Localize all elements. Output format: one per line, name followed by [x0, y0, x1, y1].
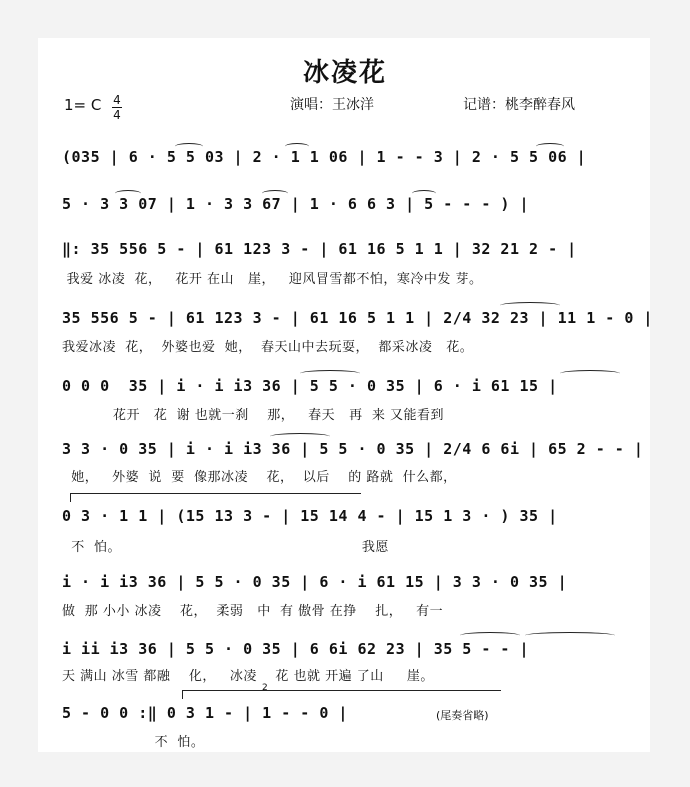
lyric-line-9: 天 满山 冰雪 都融 化， 冰凌 花 也就 开遍 了山 崖。 — [62, 669, 434, 684]
slur — [262, 190, 288, 197]
notation-line-6: 3 3 · 0 35 | i · i i3 36 | 5 5 · 0 35 | 2/4 6 6i | 65 2 - - | — [62, 440, 644, 458]
notation-line-1: (035 | 6 · 5 5 03 | 2 · 1 1 06 | 1 - - 3 | 2 · 5 5 06 | — [62, 148, 587, 166]
notation-line-2: 5 · 3 3 07 | 1 · 3 3 67 | 1 · 6 6 3 | 5 - - - ) | — [62, 195, 530, 213]
key-signature: 1= C — [64, 96, 102, 114]
volta-bracket-1 — [70, 493, 361, 502]
slur — [525, 632, 615, 639]
lyric-line-8: 做 那 小小 冰凌 花， 柔弱 中 有 傲骨 在挣 扎， 有一 — [62, 604, 444, 619]
transcriber-credit: 记谱：桃李醉春风 — [463, 97, 575, 113]
notation-line-4: 35 556 5 - | 61 123 3 - | 61 16 5 1 1 | 2/4 32 23 | 11 1 - 0 | — [62, 309, 653, 327]
outro-omitted-note: (尾奏省略) — [436, 709, 489, 722]
volta-bracket-2 — [182, 690, 501, 699]
lyric-line-4: 我爱冰凌 花， 外婆也爱 她， 春天山中去玩耍， 都采冰凌 花。 — [62, 340, 474, 355]
notation-line-7: 0 3 · 1 1 | (15 13 3 - | 15 14 4 - | 15 1 3 · ) 35 | — [62, 507, 558, 525]
song-title: 冰凌花 — [302, 58, 387, 88]
time-signature — [112, 94, 122, 121]
time-signature-top: 4 — [113, 93, 121, 107]
slur — [115, 190, 141, 197]
notation-line-5: 0 0 0 35 | i · i i3 36 | 5 5 · 0 35 | 6 · i 61 15 | — [62, 377, 558, 395]
slur — [270, 433, 330, 440]
singer-credit: 演唱：王冰洋 — [290, 97, 374, 113]
slur — [285, 143, 309, 150]
lyric-line-10: 不 怕。 — [62, 735, 205, 750]
lyric-line-5: 花开 花 谢 也就一刹 那， 春天 再 来 又能看到 — [62, 408, 444, 423]
slur — [460, 632, 520, 639]
notation-line-3: ‖: 35 556 5 - | 61 123 3 - | 61 16 5 1 1 | 32 21 2 - | — [62, 240, 577, 258]
slur — [500, 302, 560, 309]
notation-line-8: i · i i3 36 | 5 5 · 0 35 | 6 · i 61 15 | 3 3 · 0 35 | — [62, 573, 568, 591]
lyric-line-6: 她， 外婆 说 要 像那冰凌 花， 以后 的 路就 什么都， — [62, 470, 457, 485]
slur — [412, 190, 436, 197]
slur — [560, 370, 620, 377]
slur — [175, 143, 203, 150]
notation-line-9: i ii i3 36 | 5 5 · 0 35 | 6 6i 62 23 | 35 5 - - | — [62, 640, 530, 658]
slur — [536, 143, 564, 150]
time-signature-bottom: 4 — [113, 108, 121, 122]
lyric-line-7: 不 怕。 我愿 — [62, 540, 389, 555]
volta-number: 2 — [262, 683, 268, 693]
notation-line-10: 5 - 0 0 :‖ 0 3 1 - | 1 - - 0 | — [62, 704, 348, 722]
slur — [300, 370, 360, 377]
lyric-line-3: 我爱 冰凌 花， 花开 在山 崖， 迎风冒雪都不怕，寒冷中发 芽。 — [62, 272, 483, 287]
